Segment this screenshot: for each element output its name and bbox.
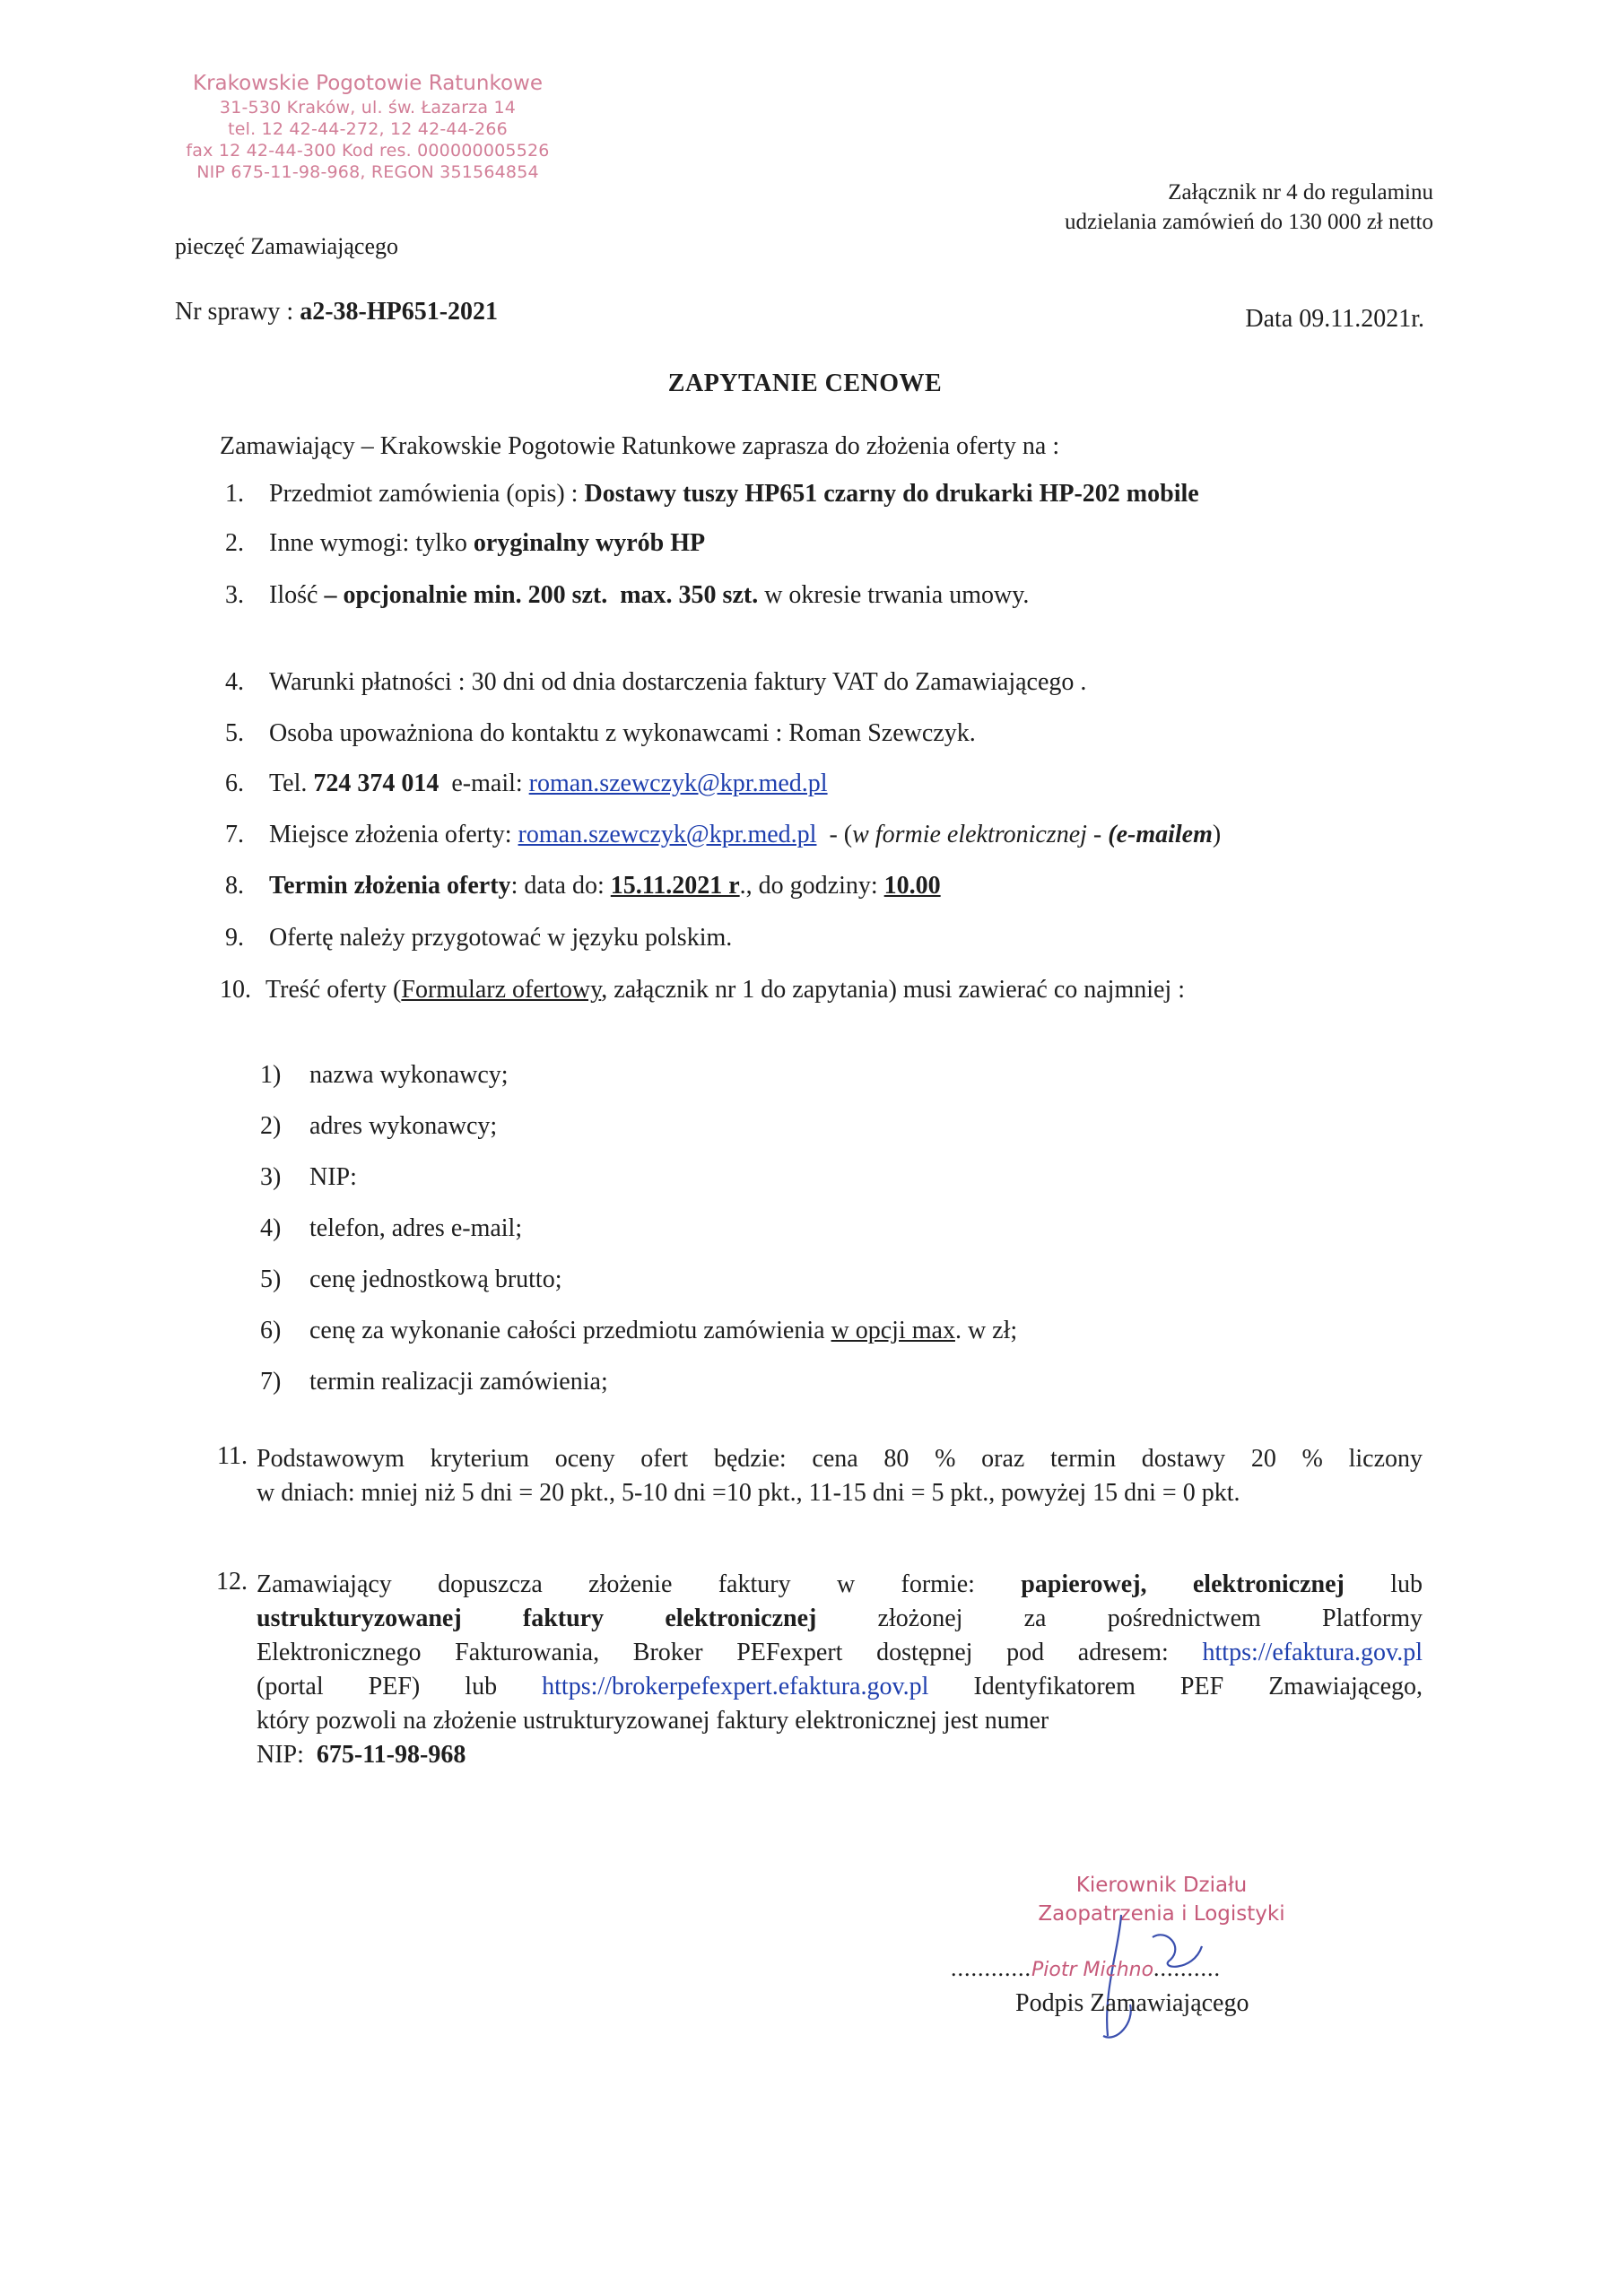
subitem-4: telefon, adres e-mail;: [309, 1214, 523, 1242]
stamp-name: Krakowskie Pogotowie Ratunkowe: [193, 72, 543, 95]
item-3-period: w okresie trwania umowy.: [758, 581, 1030, 609]
item-12-line5: który pozwoli na złożenie ustrukturyzowanej faktury elektronicznej jest numer: [257, 1707, 1049, 1735]
subitem-6: [309, 1317, 1017, 1345]
item-7-close: ): [1212, 821, 1222, 848]
subitem-7: termin realizacji zamówienia;: [309, 1368, 608, 1396]
offer-form-link[interactable]: Formularz ofertowy: [401, 976, 602, 1004]
item-5: Osoba upoważniona do kontaktu z wykonawcami : Roman Szewczyk.: [269, 719, 976, 747]
stamp-caption: pieczęć Zamawiającego: [175, 233, 398, 259]
item-7-form: w formie elektronicznej: [852, 821, 1087, 848]
item-3-label: Ilość: [269, 581, 325, 609]
item-12-line4: [257, 1670, 1423, 1704]
item-6: [269, 770, 828, 798]
item-12-line1: [257, 1568, 1423, 1602]
item-12-text: Zamawiający dopuszcza złożenie faktury w formie:: [257, 1570, 1022, 1598]
broker-link[interactable]: https://brokerpefexpert.efaktura.gov.pl: [542, 1673, 929, 1700]
item-4: Warunki płatności : 30 dni od dnia dostarczenia faktury VAT do Zamawiającego .: [269, 668, 1087, 696]
item-11-line1: Podstawowym kryterium oceny ofert będzie: cena 80 % oraz termin dostawy 20 % liczony: [257, 1445, 1423, 1473]
attachment-note: [1065, 178, 1433, 237]
subitem-number: 4): [260, 1214, 282, 1242]
item-number: 4.: [225, 668, 244, 696]
attachment-line1: Załącznik nr 4 do regulaminu: [1168, 180, 1433, 204]
item-12-or: lub: [1344, 1570, 1423, 1598]
item-number: 9.: [225, 924, 244, 952]
item-11-line2: w dniach: mniej niż 5 dni = 20 pkt., 5-10 dni =10 pkt., 11-15 dni = 5 pkt., powyżej 15 dni = 0 pkt.: [257, 1479, 1240, 1507]
signature-dots-left: ............: [951, 1955, 1031, 1981]
subitem-6-text: cenę za wykonanie całości przedmiotu zamówienia: [309, 1317, 831, 1344]
item-number: 5.: [225, 719, 244, 747]
item-number: 7.: [225, 821, 244, 848]
item-12: [257, 1568, 1423, 1772]
subitem-number: 6): [260, 1317, 282, 1344]
item-number: 12.: [216, 1568, 248, 1596]
item-12-text: złożonej za pośrednictwem Platformy: [816, 1605, 1423, 1632]
case-label: Nr sprawy :: [175, 298, 294, 326]
subitem-number: 1): [260, 1061, 282, 1089]
subitem-5: cenę jednostkową brutto;: [309, 1265, 562, 1293]
item-1-label: Przedmiot zamówienia (opis) :: [269, 480, 585, 508]
item-11: [257, 1442, 1423, 1510]
invoice-forms: papierowej, elektronicznej: [1021, 1570, 1345, 1598]
deadline-date-label: : data do:: [510, 872, 611, 900]
item-number: 10.: [220, 976, 251, 1004]
subitem-number: 7): [260, 1368, 282, 1396]
contact-email-link[interactable]: roman.szewczyk@kpr.med.pl: [528, 770, 828, 797]
structured-invoice: ustrukturyzowanej faktury elektronicznej: [257, 1605, 817, 1632]
item-number: 3.: [225, 581, 244, 609]
signatory-name: Piotr Michno: [1031, 1959, 1154, 1981]
subitem-1: nazwa wykonawcy;: [309, 1061, 509, 1089]
signature-caption: Podpis Zamawiającego: [1015, 1989, 1249, 2017]
item-9: Ofertę należy przygotować w języku polskim.: [269, 924, 733, 952]
deadline-label: Termin złożenia oferty: [269, 872, 511, 900]
nip-number: 675-11-98-968: [316, 1741, 466, 1769]
item-12-line3: [257, 1636, 1423, 1670]
item-10-rest: , załącznik nr 1 do zapytania) musi zawierać co najmniej :: [601, 976, 1185, 1004]
offer-email-link[interactable]: roman.szewczyk@kpr.med.pl: [518, 821, 817, 848]
item-number: 1.: [225, 480, 244, 508]
item-number: 11.: [217, 1442, 248, 1470]
signature-line: [951, 1955, 1221, 1982]
subitem-2: adres wykonawcy;: [309, 1112, 498, 1140]
item-number: 2.: [225, 529, 244, 557]
email-label: e-mail:: [439, 770, 529, 797]
subitem-number: 5): [260, 1265, 282, 1293]
phone-number: 724 374 014: [313, 770, 439, 797]
subitem-6-unit: . w zł;: [954, 1317, 1018, 1344]
item-8: [269, 872, 941, 900]
company-stamp: [170, 70, 565, 183]
item-7-dash: -: [1086, 821, 1109, 848]
item-12-text: (portal PEF) lub: [257, 1673, 543, 1700]
item-7-label: Miejsce złożenia oferty:: [269, 821, 518, 848]
item-12-line2: [257, 1602, 1423, 1636]
item-2-label: Inne wymogi: tylko: [269, 529, 474, 557]
subitem-number: 3): [260, 1163, 282, 1191]
subitem-3: NIP:: [309, 1163, 357, 1191]
item-12-text: Identyfikatorem PEF Zmawiającego,: [928, 1673, 1423, 1700]
document-date: Data 09.11.2021r.: [1245, 305, 1424, 333]
case-number: [175, 298, 498, 326]
tel-label: Tel.: [269, 770, 314, 797]
item-3-max: max. 350 szt.: [620, 581, 759, 609]
document-title: ZAPYTANIE CENOWE: [667, 370, 943, 397]
efaktura-link[interactable]: https://efaktura.gov.pl: [1202, 1639, 1423, 1666]
intro-text: Zamawiający – Krakowskie Pogotowie Ratunkowe zaprasza do złożenia oferty na :: [220, 432, 1060, 460]
subitem-6-option: w opcji max: [831, 1317, 955, 1344]
item-12-nip: [257, 1738, 1423, 1772]
deadline-hour-label: ., do godziny:: [739, 872, 884, 900]
item-3-min: – opcjonalnie min. 200 szt.: [324, 581, 608, 609]
item-2: [269, 529, 705, 558]
deadline-hour: 10.00: [883, 872, 941, 900]
item-1-subject: Dostawy tuszy HP651 czarny do drukarki HP-202 mobile: [584, 480, 1199, 508]
item-7-email-note: (e-mailem: [1108, 821, 1213, 848]
stamp-fax: fax 12 42-44-300 Kod res. 000000005526: [186, 141, 550, 161]
signature-stamp-line1: Kierownik Działu: [1075, 1874, 1248, 1897]
item-10-label: Treść oferty (: [265, 976, 402, 1004]
signature-dots-right: ..........: [1153, 1955, 1222, 1981]
nip-label: NIP:: [257, 1741, 317, 1769]
subitem-number: 2): [260, 1112, 282, 1140]
stamp-address: 31-530 Kraków, ul. św. Łazarza 14: [219, 98, 517, 117]
stamp-nip: NIP 675-11-98-968, REGON 351564854: [196, 162, 539, 182]
attachment-line2: udzielania zamówień do 130 000 zł netto: [1065, 210, 1433, 234]
item-3: [269, 581, 1029, 610]
item-7-paren: - (: [816, 821, 853, 848]
item-number: 6.: [225, 770, 244, 797]
item-10: [265, 976, 1185, 1004]
signature-stamp-line2: Zaopatrzenia i Logistyki: [1038, 1902, 1285, 1926]
stamp-tel: tel. 12 42-44-272, 12 42-44-266: [228, 119, 508, 139]
item-7: [269, 821, 1221, 849]
item-2-requirement: oryginalny wyrób HP: [473, 529, 706, 557]
deadline-date: 15.11.2021 r: [610, 872, 740, 900]
item-1: [269, 480, 1199, 509]
item-12-text: Elektronicznego Fakturowania, Broker PEFexpert dostępnej pod adresem:: [257, 1639, 1203, 1666]
item-number: 8.: [225, 872, 244, 900]
case-id: a2-38-HP651-2021: [300, 298, 499, 326]
